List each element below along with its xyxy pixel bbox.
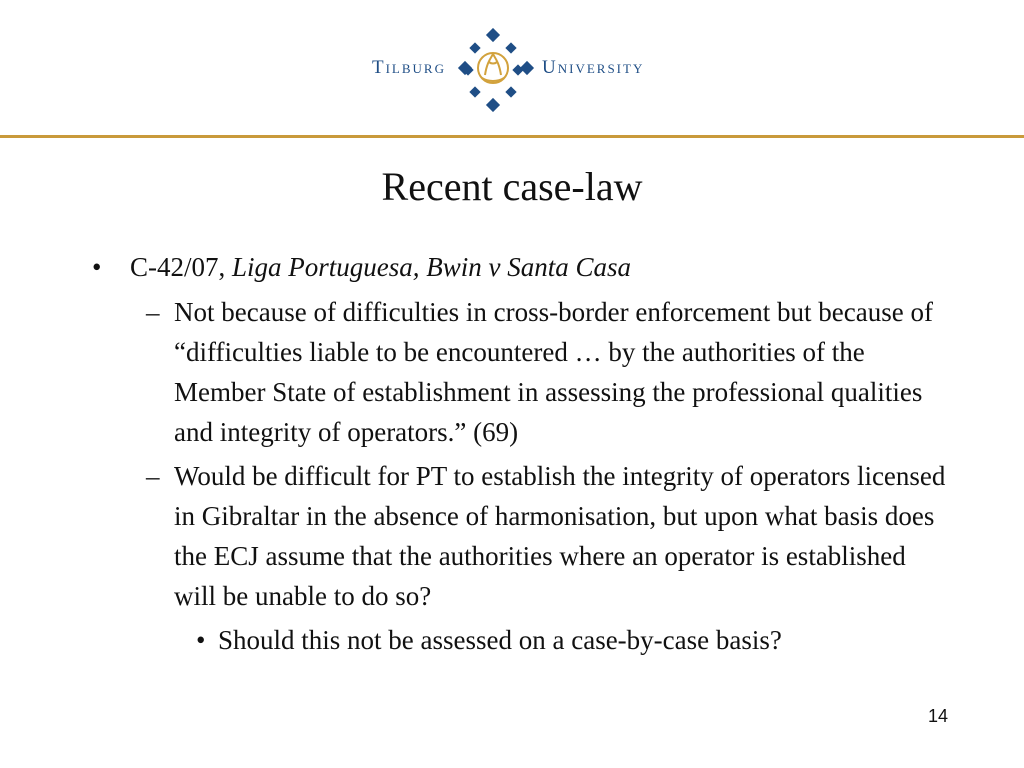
argument-point-1-text: Not because of difficulties in cross-border enforcement but because of “difficulties liable to be encountered … by the authorities of the Member State of establishment in assessing the professional qualities and integrity of operators.” (69)	[174, 297, 933, 447]
page-number: 14	[927, 706, 948, 726]
university-seal-icon	[461, 28, 525, 112]
argument-point-2	[146, 456, 952, 616]
bullet-icon: •	[92, 252, 102, 282]
case-name: Liga Portuguesa, Bwin v Santa Casa	[232, 252, 632, 282]
slide-title: Recent case-law	[381, 164, 643, 209]
argument-point-2-text: Would be difficult for PT to establish the integrity of operators licensed in Gibraltar in the absence of harmonisation, but upon what basis does the ECJ assume that the authorities where an operator is established will be unable to do so?	[174, 461, 946, 611]
header-divider	[0, 135, 1024, 138]
case-reference: C-42/07,	[130, 252, 226, 282]
argument-point-1	[146, 292, 952, 452]
logo-word-left: Tilburg	[372, 57, 446, 78]
subpoint-bullet	[196, 620, 952, 660]
slide-body	[92, 247, 952, 660]
logo-word-right: University	[542, 57, 645, 78]
slide-header	[0, 0, 1024, 136]
dash-icon: –	[146, 461, 160, 491]
dash-icon: –	[146, 297, 160, 327]
case-bullet	[92, 247, 952, 287]
subpoint-text: Should this not be assessed on a case-by-case basis?	[218, 625, 782, 655]
small-bullet-icon: •	[196, 625, 206, 655]
